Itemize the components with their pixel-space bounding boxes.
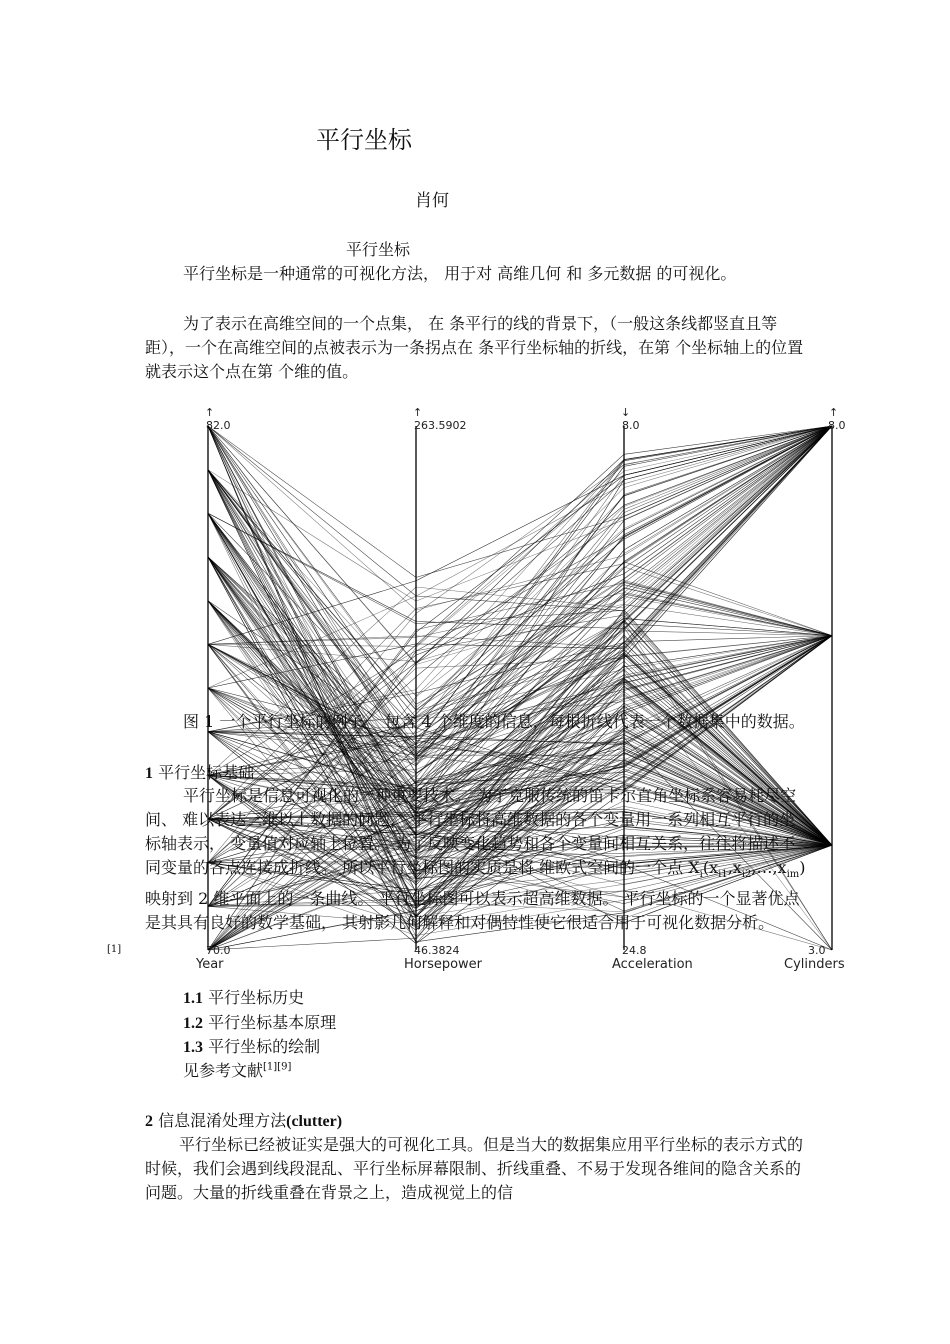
subsection-1-3-number: 1.3	[183, 1039, 203, 1056]
axis-name-label: Cylinders	[784, 957, 845, 972]
para3-text-c: ,x	[727, 858, 742, 877]
para3-text-b: (x	[702, 858, 719, 877]
data-polyline	[208, 426, 832, 732]
paragraph-definition: 为了表示在高维空间的一个点集， 在 条平行的线的背景下，（一般这条线都竖直且等距），一个在高维空间的点被表示为一条拐点在 条平行坐标轴的折线，在第 个坐标轴上的位置就表示这个点在第 个维的值。	[145, 314, 804, 381]
subsection-1-1	[183, 985, 304, 1008]
data-polyline	[208, 426, 832, 732]
see-references-text: 见参考文献	[183, 1061, 264, 1080]
section-2-english: (clutter)	[286, 1113, 343, 1130]
subsection-1-1-title: 平行坐标历史	[208, 988, 305, 1007]
see-references	[183, 1058, 291, 1081]
para3-sub-2: i2	[741, 869, 752, 881]
axis-max-label: 8.0	[828, 419, 846, 432]
para3-text-d: ,…,x	[751, 858, 787, 877]
axis-min-label: 24.8	[622, 944, 647, 957]
axis-max-label: 8.0	[622, 419, 640, 432]
axis-min-label: 3.0	[808, 944, 826, 957]
axis-name-label: Year	[196, 957, 224, 972]
subsection-1-3-title: 平行坐标的绘制	[208, 1037, 321, 1056]
subsection-1-2-number: 1.2	[183, 1015, 203, 1032]
axis-direction-icon: ↑	[413, 406, 423, 419]
see-references-citation: [1][9]	[263, 1061, 292, 1073]
subsection-1-2	[183, 1010, 336, 1033]
data-polyline	[208, 470, 832, 749]
para3-sub-1: i1	[718, 869, 728, 881]
citation-1: [1]	[107, 944, 122, 956]
section-1-title: 平行坐标基础	[158, 763, 255, 782]
section-2-heading	[145, 1108, 342, 1131]
para3-sub-i: i	[699, 869, 703, 881]
data-polyline	[208, 426, 832, 819]
data-polyline	[208, 426, 832, 819]
data-polyline	[208, 426, 832, 819]
data-polyline	[208, 426, 832, 819]
axis-max-label: 82.0	[206, 419, 231, 432]
data-polyline	[208, 426, 832, 819]
data-polyline	[208, 426, 832, 646]
data-polyline	[208, 426, 832, 819]
doc-author: 肖何	[415, 191, 449, 211]
paragraph-clutter: 平行坐标已经被证实是强大的可视化工具。但是当大的数据集应用平行坐标的表示方式的时候，我们会遇到线段混乱、平行坐标屏幕限制、折线重叠、不易于发现各维间的隐含关系的问题。大量的折线重叠在背景之上，造成视觉上的信	[145, 1135, 804, 1202]
data-polyline	[208, 426, 832, 792]
para3-sub-m: im	[786, 869, 800, 881]
section-2-number: 2	[145, 1113, 153, 1130]
paragraph-intro: 平行坐标是一种通常的可视化方法， 用于对 高维几何 和 多元数据 的可视化。	[183, 264, 737, 283]
axis-min-label: 70.0	[206, 944, 231, 957]
data-polyline	[208, 426, 832, 577]
section-2-title: 信息混淆处理方法	[158, 1111, 287, 1130]
axis-direction-icon: ↑	[205, 406, 215, 419]
doc-title: 平行坐标	[316, 126, 412, 154]
subsection-1-2-title: 平行坐标基本原理	[208, 1013, 337, 1032]
axis-direction-icon: ↑	[829, 406, 839, 419]
figure-caption: 图 1 一个平行坐标的例子。 包含 4 个维度的信息，每根折线代表一个数据集中的数据。	[183, 712, 805, 731]
section-1-heading	[145, 760, 254, 783]
axis-direction-icon: ↓	[621, 406, 631, 419]
paragraph-basics	[107, 784, 810, 962]
axis-min-label: 46.3824	[414, 944, 460, 957]
subsection-1-3	[183, 1034, 320, 1057]
subsection-1-1-number: 1.1	[183, 990, 203, 1007]
axis-name-label: Acceleration	[612, 957, 693, 972]
section-1-number: 1	[145, 765, 153, 782]
para3-text-a: 平行坐标是信息可视化的一种重要技术。 为了克服传统的笛卡尔直角坐标系容易耗尽空间、 难以表达三维以上数据的问题， 平行坐标将高维数据的各个变量用一系列相互平行的坐标轴表示， 变量值对应轴上位置。 为了反映变化趋势和各个变量间相互关系，往往将描述不同变量的各点连接成折线。 所以平行坐标图的实质是将 维欧式空间的一个点 X	[145, 786, 797, 877]
axis-max-label: 263.5902	[414, 419, 467, 432]
doc-subtitle: 平行坐标	[346, 240, 411, 259]
data-polyline	[208, 426, 832, 732]
para3-text-e: ) 映射到 2 维平面上的一条曲线。 平行坐标图可以表示超高维数据。 平行坐标的一个显著优点是其具有良好的数学基础， 其射影几何解释和对偶特性使它很适合用于可视化数据分析。	[145, 858, 806, 933]
axis-name-label: Horsepower	[404, 957, 483, 972]
